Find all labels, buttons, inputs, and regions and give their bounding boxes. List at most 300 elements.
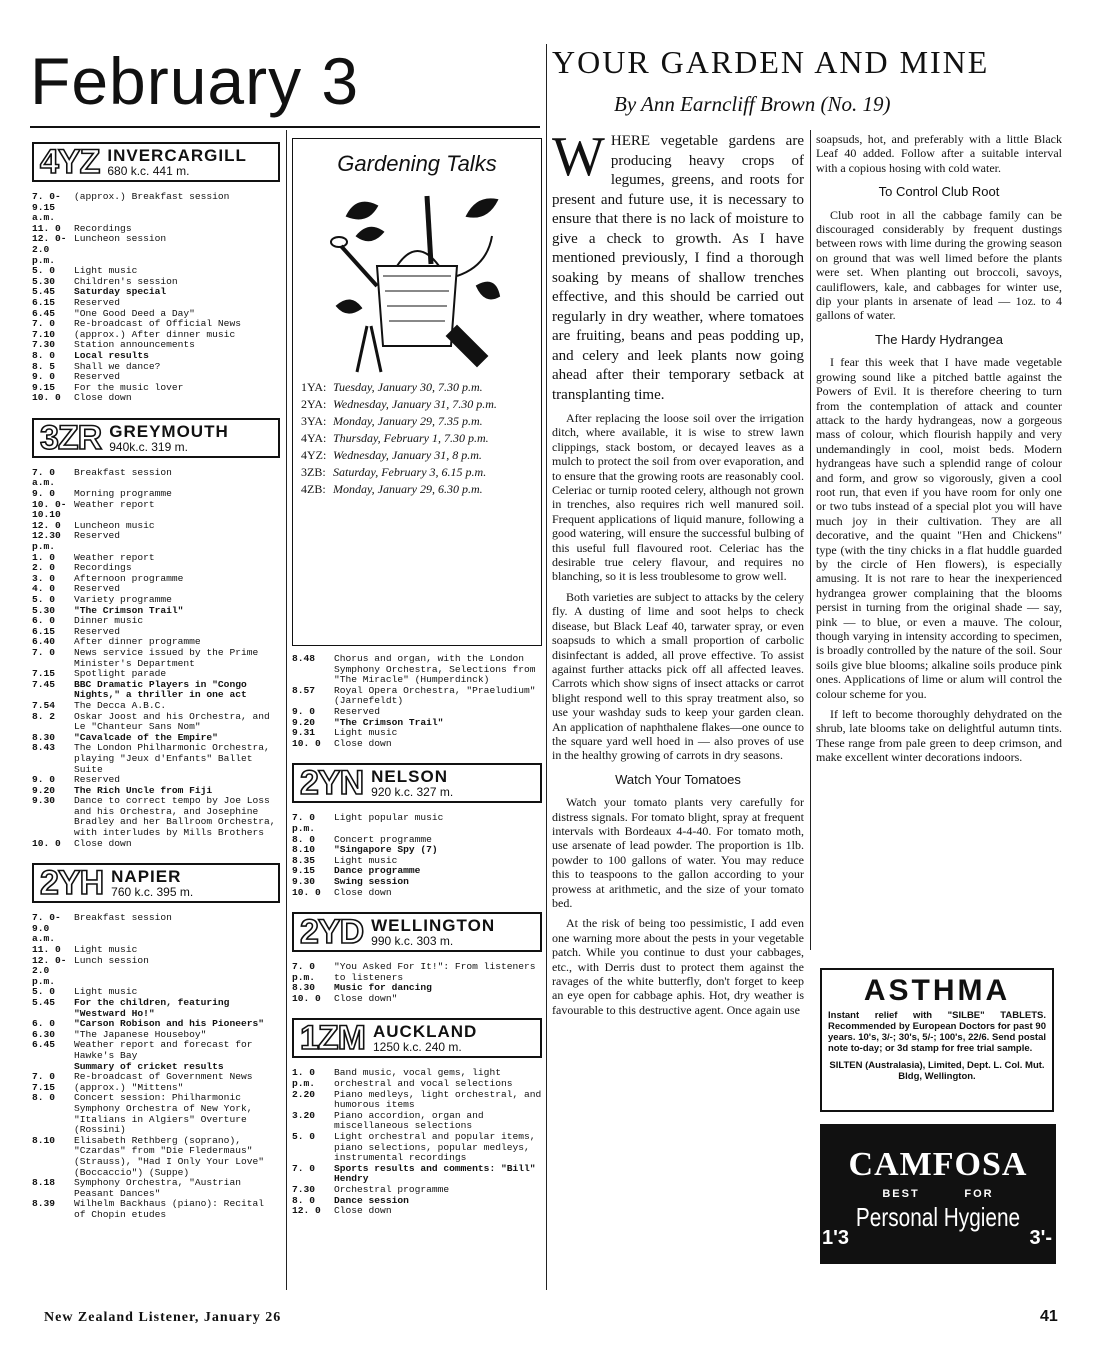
- talk-time: Wednesday, January 31, 7.30 p.m.: [333, 396, 497, 411]
- program-time: 7.30: [292, 1184, 316, 1195]
- program-row: [32, 701, 280, 712]
- program-row: [292, 845, 542, 856]
- station-3zr-header: [32, 418, 280, 458]
- column-divider-2: [546, 44, 547, 1290]
- program-time: 8. 0: [32, 1092, 56, 1104]
- program-title: The Rich Uncle from Fiji: [74, 784, 213, 796]
- program-title: "The Crimson Trail": [334, 716, 444, 728]
- program-title: Close down: [334, 886, 392, 898]
- program-title: Close down: [74, 837, 132, 849]
- page-date-title: February 3: [30, 44, 360, 118]
- station-call-sign: 2YN: [300, 764, 364, 803]
- program-title: Weather report: [74, 551, 155, 563]
- program-time: 8.10: [32, 1134, 56, 1146]
- spacer: [292, 1004, 542, 1018]
- station-city: WELLINGTON: [371, 915, 496, 935]
- program-time: 11. 0: [32, 222, 61, 234]
- program-list-continued: [292, 654, 542, 749]
- program-row: [32, 648, 280, 669]
- program-row: [292, 1185, 542, 1196]
- article-paragraph: soapsuds, hot, and preferably with a little Black Leaf 40 added. Follow after a suitable interval with a copious hosing with cold water.: [816, 132, 1062, 175]
- article-paragraph: Watch your tomato plants very carefully for distress signals. For tomato blight, spray at frequent intervals with Bordeaux 4-4-40. For tomato moth, use arsenate of lead powder. The proportion is 1lb. powder to 100 gallons of water. You may reduce this to teaspoons to the gallon according to your prowess at arithmetic, and the size of your tomato bed.: [552, 795, 804, 910]
- program-title: Weather report: [74, 498, 155, 510]
- program-time: 6.45: [32, 307, 56, 319]
- program-title: Children's session: [74, 275, 178, 287]
- program-row: [32, 616, 280, 627]
- program-row: [32, 1136, 280, 1178]
- program-row: [32, 362, 280, 373]
- program-title: Breakfast session: [74, 912, 172, 924]
- talk-time: Thursday, February 1, 7.30 p.m.: [333, 430, 489, 445]
- article-paragraph-lead: WHERE vegetable gardens are producing heavy crops of legumes, greens, and roots for present and future use, it is necessary to ensure that there is no lack of moisture to give a check to growth. As I have mentioned previously, I find a thorough soaking by means of shallow trenches effective, and this should be carried out regularly in dry weather, where tomatoes are fruiting, beans and peas podding up, and celery and leek plants now going ahead after their temporary setback at transplanting time.: [552, 126, 804, 403]
- article-byline: By Ann Earncliff Brown (No. 19): [614, 92, 891, 116]
- program-row: [32, 192, 280, 224]
- station-call-sign: 2YD: [300, 913, 364, 952]
- program-time: 9.20: [32, 784, 56, 796]
- program-time: 8.48: [292, 653, 316, 664]
- station-call-sign: 3ZR: [40, 418, 102, 457]
- program-row: [32, 1178, 280, 1199]
- asthma-ad-company: SILTEN (Australasia), Limited, Dept. L. Col. Mut. Bldg, Wellington.: [829, 1060, 1045, 1082]
- program-time: 5. 0: [292, 1131, 316, 1143]
- program-time: 4. 0: [32, 583, 56, 595]
- program-time: 12. 0-2.0 p.m.: [32, 233, 67, 266]
- station-city: GREYMOUTH: [109, 421, 229, 441]
- program-title: Reserved: [74, 371, 121, 383]
- program-title: Swing session: [334, 875, 409, 887]
- spacer: [32, 404, 280, 418]
- program-title: Dance to correct tempo by Joe Loss and his Orchestra, and Josephine Bradley and her Ballroom Orchestra, with interludes by Mills Brothers: [74, 795, 276, 839]
- program-list-1zm: [292, 1068, 542, 1216]
- spacer: [292, 898, 542, 912]
- program-time: 9.30: [32, 795, 56, 807]
- program-row: [292, 1068, 542, 1089]
- program-time: 3. 0: [32, 572, 56, 584]
- program-time: 5. 0: [32, 986, 56, 998]
- program-title: Light orchestral and popular items, piano selections, popular medleys, instrumental recordings: [334, 1131, 536, 1164]
- program-row: [32, 574, 280, 585]
- watering-can-illustration: [327, 176, 507, 376]
- talk-row: [301, 448, 533, 462]
- program-title: Re-broadcast of Government News: [74, 1071, 253, 1083]
- program-title: For the music lover: [74, 381, 184, 393]
- program-time: 3.20: [292, 1109, 316, 1121]
- program-time: 7. 0: [32, 646, 56, 658]
- program-time: 8. 2: [32, 710, 56, 722]
- program-title: Piano accordion, organ and miscellaneous selections: [334, 1109, 484, 1132]
- program-time: 7. 0-9.15 a.m.: [32, 191, 61, 224]
- program-row: [32, 234, 280, 266]
- program-row: [292, 1164, 542, 1185]
- program-time: 7.30: [32, 339, 56, 351]
- program-title: Recordings: [74, 222, 132, 234]
- program-list-4yz: [32, 192, 280, 404]
- article-paragraph: I fear this week that I have made vegetable growing sound like a pitched battle against the Powers of Evil. It is therefore cheering to turn from the contemplation of attack and counter attack to the hardy hydrangeas, now a gorgeous mass of colour, which flourish happily and very undemandingly in cool, moist beds. Modern hydrangeas have such a splendid range of colour and form, and grow so vigorously, given a cool root run, that even if you have room for only one or two tubs instead of a special plot you will have much joy in their cultivation. They are all decorative, and the quaint "Hen and Chickens" type (with the tiny chicks in a flat huddle guarded by the circle of Hen flowers), is especially amusing. It is not rare to hear the inexperienced hydrangea grower complaining that the blooms persist in turning from the original shade — say, pink — to blue, or even a mauve. The colour, though varying in intensity according to specimen, is broadly controlled by the nature of the soil. Sour soils give blue blooms; alkaline soils produce pink ones. Applications of lime or alum will control the colour scheme for you.: [816, 355, 1062, 701]
- program-row: [32, 500, 280, 521]
- program-time: 7.45: [32, 678, 56, 690]
- program-time: 9.31: [292, 727, 316, 739]
- program-title: Reserved: [74, 583, 121, 595]
- program-time: 10. 0: [32, 837, 61, 849]
- station-2yn-header: [292, 763, 542, 803]
- program-title: Elisabeth Rethberg (soprano), "Czardas" from "Die Fledermaus" (Strauss), "Had I Only Your Love" (Boccaccio") (Suppe): [74, 1134, 264, 1178]
- program-row: [32, 1093, 280, 1135]
- program-time: 5.45: [32, 997, 56, 1008]
- program-row: [292, 877, 542, 888]
- program-row: [32, 712, 280, 733]
- program-title: Wilhelm Backhaus (piano): Recital of Chopin etudes: [74, 1198, 264, 1220]
- program-time: 10. 0-10.10: [32, 498, 67, 521]
- program-title: Light music: [74, 944, 138, 956]
- program-row: [32, 287, 280, 298]
- program-time: 7. 0: [292, 1162, 316, 1174]
- article-column-a: [552, 126, 804, 1019]
- asthma-ad-text: Instant relief with "SILBE" TABLETS. Recommended by European Doctors for past 90 years. 10's, 3/-; 30's, 5/-; 100's, 22/6. Send postal note to-day; or 3d stamp for free trial sample.: [828, 1010, 1046, 1054]
- article-paragraph: If left to become thoroughly dehydrated on the shrub, late blooms take on delightful autumn tints. These range from pale green to deep crimson, and make excellent winter decorations indoors.: [816, 707, 1062, 765]
- article-title: YOUR GARDEN AND MINE: [552, 44, 990, 80]
- program-row: [292, 994, 542, 1005]
- talk-station: 4ZB:: [301, 481, 326, 496]
- program-title: Local results: [74, 349, 149, 361]
- program-title: The London Philharmonic Orchestra, playing "Jeux d'Enfants" Ballet Suite: [74, 742, 270, 775]
- program-row: [32, 956, 280, 988]
- program-time: 6.45: [32, 1039, 56, 1051]
- program-time: 6.40: [32, 636, 56, 648]
- program-row: [292, 707, 542, 718]
- talk-station: 3YA:: [301, 413, 327, 428]
- header-rule: [30, 126, 540, 128]
- program-title: Light music: [74, 986, 138, 998]
- program-time: 5. 0: [32, 594, 56, 605]
- station-frequency: 940k.c. 319 m.: [109, 439, 188, 454]
- program-time: 5.30: [32, 275, 56, 287]
- program-time: 7. 0: [32, 318, 56, 330]
- program-row: [32, 531, 280, 552]
- program-row: [32, 393, 280, 404]
- program-title: Reserved: [74, 774, 121, 786]
- program-row: [32, 383, 280, 394]
- gardening-talks-title: Gardening Talks: [337, 151, 497, 176]
- program-row: [32, 489, 280, 500]
- program-title: Dinner music: [74, 615, 144, 627]
- program-title: Luncheon music: [74, 519, 155, 531]
- program-title: Concert session: Philharmonic Symphony Orchestra of New York, "Italians in Algiers" Overture (Rossini): [74, 1092, 253, 1136]
- program-title: Dance session: [334, 1194, 409, 1206]
- talk-time: Monday, January 29, 7.35 p.m.: [333, 413, 483, 428]
- program-row: [32, 521, 280, 532]
- program-title: Saturday special: [74, 286, 167, 298]
- program-row: [292, 888, 542, 899]
- program-title: "The Crimson Trail": [74, 604, 184, 616]
- program-title: (approx.) After dinner music: [74, 328, 236, 340]
- program-row: [32, 340, 280, 351]
- program-time: 7.54: [32, 699, 56, 711]
- program-title: Symphony Orchestra, "Austrian Peasant Dances": [74, 1177, 241, 1199]
- talk-row: [301, 380, 533, 394]
- program-title: Station announcements: [74, 339, 195, 351]
- program-row: [32, 680, 280, 701]
- program-title: Concert programme: [334, 833, 432, 845]
- program-title: Breakfast session: [74, 466, 172, 478]
- program-title: (approx.) Breakfast session: [74, 191, 230, 202]
- camfosa-tagline: Personal Hygiene: [855, 1202, 1021, 1232]
- program-title: Oskar Joost and his Orchestra, and Le "Chanteur Sans Nom": [74, 710, 270, 733]
- program-row: [32, 468, 280, 489]
- asthma-advertisement: [820, 968, 1054, 1112]
- program-row: [292, 962, 542, 983]
- station-frequency: 760 k.c. 395 m.: [111, 884, 194, 899]
- talk-time: Monday, January 29, 6.30 p.m.: [333, 481, 483, 496]
- program-row: [32, 743, 280, 775]
- article-paragraph: Club root in all the cabbage family can be discouraged considerably by frequent dustings between rows with lime during the growing season on ground that was well limed before the plants were set. When planting out broccoli, savoys, cauliflowers, kale, and cabbages for winter use, dip your plants in arsenate of lead — 1oz. to 4 gallons of water.: [816, 207, 1062, 323]
- article-paragraph: Both varieties are subject to attacks by the celery fly. A dusting of lime and soot helps to check disease, but Black Leaf 40, tarwater spray, or even soapsuds to which a small proportion of carbolic disinfectant is added, all prove effective. To assist against further attacks pick off all affected leaves. Carrots which show signs of insect attacks or carrot blight respond well to this spray treatment also, so use your washday suds to keep your garden clean. An application of naphthalene flakes—one ounce to the square yard well hoed in — also proves of use in the healthy growing of carrots in dry seasons.: [552, 589, 804, 763]
- program-title: News service issued by the Prime Minister's Department: [74, 646, 259, 669]
- program-time: 8.57: [292, 684, 316, 696]
- program-title: Chorus and organ, with the London Symphony Orchestra, Selections from "The Miracle" (Humperdinck): [334, 653, 536, 686]
- talk-row: [301, 414, 533, 428]
- program-title: Luncheon session: [74, 233, 167, 245]
- program-title: "You Asked For It!": From listeners to listeners: [334, 961, 536, 983]
- station-city: INVERCARGILL: [107, 145, 247, 165]
- section-heading-hydrangea: The Hardy Hydrangea: [875, 331, 1003, 347]
- program-title: Close down: [334, 737, 392, 749]
- program-title: (approx.) "Mittens": [74, 1081, 184, 1093]
- program-row: [292, 1132, 542, 1164]
- camfosa-price-right: 3'-: [1029, 1227, 1052, 1249]
- program-column-2: [292, 138, 542, 1217]
- program-title: Light music: [334, 727, 398, 739]
- program-time: 9.15: [32, 381, 56, 393]
- program-row: [292, 739, 542, 750]
- station-frequency: 920 k.c. 327 m.: [371, 784, 454, 799]
- program-time: 10. 0: [32, 392, 61, 404]
- program-title: "Carson Robison and his Pioneers": [74, 1018, 264, 1030]
- program-row: [32, 998, 280, 1019]
- program-row: [32, 796, 280, 838]
- station-frequency: 990 k.c. 303 m.: [371, 933, 454, 948]
- program-title: Spotlight parade: [74, 668, 167, 680]
- program-row: [32, 351, 280, 362]
- program-time: 6.30: [32, 1028, 56, 1040]
- program-title: Orchestral programme: [334, 1184, 450, 1195]
- program-title: Close down: [334, 1205, 392, 1217]
- program-time: 6. 0: [32, 615, 56, 627]
- program-row: [32, 1199, 280, 1220]
- program-title: Close down: [74, 392, 132, 404]
- program-title: "Cavalcade of the Empire": [74, 731, 218, 743]
- program-title: Morning programme: [74, 488, 172, 500]
- program-time: 8.43: [32, 742, 56, 754]
- talk-time: Wednesday, January 31, 8 p.m.: [333, 447, 482, 462]
- program-time: 8.30: [32, 731, 56, 743]
- program-title: Light music: [334, 854, 398, 866]
- program-time: 10. 0: [292, 737, 321, 749]
- station-call-sign: 4YZ: [40, 143, 100, 181]
- column-divider-3: [810, 130, 811, 950]
- station-call-sign: 1ZM: [300, 1019, 365, 1058]
- program-row: [292, 983, 542, 994]
- station-call-sign: 2YH: [40, 864, 104, 903]
- program-row: [32, 913, 280, 945]
- gardening-talks-box: [292, 138, 542, 646]
- program-time: 7. 0: [32, 1071, 56, 1083]
- program-time: 8. 0: [292, 1194, 316, 1206]
- program-time: 12. 0-2.0 p.m.: [32, 954, 67, 987]
- article-paragraph: After replacing the loose soil over the irrigation ditch, where available, it is wise to strew lawn clippings, stack bostom, or decayed leaves as a mulch to protect the soil from over evaporation, and to ensure that the growing roots are reasonably cool. Celeriac or turnip rooted celery, although not grown in trenches, also requires rich well manured soil. Frequent applications of liquid manure, following a good watering, will ensure the successful bulbing of this useful full flavoured root. Celeriac has the desirable true celery flavour, and requires no blanching, so it is less troublesome to grow well.: [552, 411, 804, 584]
- program-time: 9. 0: [32, 371, 56, 383]
- program-time: 8.18: [32, 1177, 56, 1189]
- program-title: Variety programme: [74, 594, 172, 605]
- program-time: 6.15: [32, 296, 56, 308]
- program-title: Light music: [74, 265, 138, 277]
- program-time: 12. 0: [292, 1205, 321, 1217]
- talk-row: [301, 431, 533, 445]
- spacer: [32, 849, 280, 863]
- program-row: [292, 866, 542, 877]
- program-time: 9.15: [292, 865, 316, 877]
- camfosa-for: FOR: [964, 1188, 994, 1200]
- program-time: 8. 0: [292, 833, 316, 845]
- camfosa-brand: CAMFOSA: [848, 1146, 1028, 1183]
- program-title: Light popular music: [334, 812, 444, 824]
- station-city: NAPIER: [111, 867, 182, 887]
- program-row: [32, 606, 280, 617]
- camfosa-price-left: 1'3: [822, 1227, 850, 1249]
- talk-station: 3ZB:: [301, 464, 326, 479]
- section-heading-club-root: To Control Club Root: [878, 184, 1000, 200]
- program-title: "Singapore Spy (7): [334, 844, 438, 856]
- program-title: The Decca A.B.C.: [74, 699, 167, 711]
- program-list-2yd: [292, 962, 542, 1004]
- program-time: 12.30 p.m.: [32, 530, 61, 553]
- program-time: 8. 0: [32, 349, 56, 361]
- program-title: BBC Dramatic Players in "Congo Nights," a thriller in one act: [74, 678, 247, 701]
- program-time: 11. 0: [32, 944, 61, 956]
- camfosa-best-for: [820, 1188, 1056, 1200]
- program-title: Dance programme: [334, 865, 421, 877]
- program-time: 7. 0 p.m.: [292, 961, 316, 983]
- talk-row: [301, 482, 533, 496]
- camfosa-best: BEST: [882, 1188, 920, 1200]
- program-title: Royal Opera Orchestra, "Praeludium" (Jarnefeldt): [334, 684, 536, 707]
- program-row: [292, 1206, 542, 1217]
- program-time: 7.10: [32, 328, 56, 340]
- program-time: 8.30: [292, 982, 316, 994]
- program-row: [292, 1196, 542, 1207]
- program-title: Reserved: [74, 625, 121, 637]
- station-1zm-header: [292, 1018, 542, 1058]
- asthma-ad-title: ASTHMA: [863, 974, 1011, 1007]
- program-title: Afternoon programme: [74, 572, 184, 584]
- program-time: 10. 0: [292, 886, 321, 898]
- station-2yd-header: [292, 912, 542, 952]
- program-time: 7.15: [32, 668, 56, 680]
- talk-row: [301, 465, 533, 479]
- program-time: 8.35: [292, 854, 316, 866]
- gardening-talks-schedule: [301, 380, 533, 496]
- program-time: 9.30: [292, 875, 316, 887]
- program-title: Weather report and forecast for Hawke's Bay: [74, 1039, 253, 1061]
- column-divider-1: [286, 130, 287, 1290]
- program-time: 5. 0: [32, 265, 56, 277]
- program-time: 1. 0: [32, 551, 56, 563]
- program-row: [292, 1090, 542, 1111]
- program-column-1: [32, 142, 280, 1220]
- program-time: 12. 0: [32, 519, 61, 531]
- article-paragraph: At the risk of being too pessimistic, I add even one warning more about the pests in your vegetable patch. While you continue to dust your cabbages, etc., with Derris dust to protect them against the ravages of the white butterfly, don't forget to keep an eye open for cabbage aphis. Hot, dry weather is favourable to this destructive agent. Once again use: [552, 916, 804, 1017]
- program-title: After dinner programme: [74, 636, 201, 648]
- talk-time: Tuesday, January 30, 7.30 p.m.: [333, 379, 483, 394]
- program-title: Close down": [334, 992, 398, 1004]
- section-heading-tomatoes: Watch Your Tomatoes: [615, 771, 741, 787]
- talk-station: 4YZ:: [301, 447, 327, 462]
- program-time: 7.15: [32, 1081, 56, 1093]
- station-frequency: 1250 k.c. 240 m.: [373, 1040, 462, 1055]
- program-row: [292, 813, 542, 834]
- program-time: 6. 0: [32, 1018, 56, 1030]
- page-number: 41: [1040, 1308, 1058, 1325]
- program-title: Sports results and comments: "Bill" Hendry: [334, 1162, 536, 1185]
- program-title: Reserved: [74, 530, 121, 542]
- program-row: [292, 686, 542, 707]
- talk-station: 4YA:: [301, 430, 327, 445]
- program-title: Recordings: [74, 562, 132, 574]
- station-city: AUCKLAND: [373, 1022, 478, 1042]
- program-time: 7. 0-9.0 a.m.: [32, 912, 61, 945]
- talk-station: 1YA:: [301, 379, 327, 394]
- program-title: Re-broadcast of Official News: [74, 318, 241, 330]
- program-time: 9. 0: [32, 774, 56, 786]
- program-time: 1. 0 p.m.: [292, 1067, 316, 1090]
- program-title: Music for dancing: [334, 982, 432, 994]
- program-time: 6.15: [32, 625, 56, 637]
- station-city: NELSON: [371, 767, 448, 787]
- program-time: 2. 0: [32, 562, 56, 574]
- program-list-3zr: [32, 468, 280, 849]
- program-time: 8.10: [292, 844, 316, 856]
- program-time: 9. 0: [32, 488, 56, 500]
- article-column-b: [816, 132, 1062, 767]
- program-title: Summary of cricket results: [74, 1060, 224, 1072]
- footer-publication: New Zealand Listener, January 26: [44, 1310, 282, 1325]
- spacer: [292, 749, 542, 763]
- station-4yz-header: [32, 142, 280, 182]
- program-title: Lunch session: [74, 954, 149, 966]
- program-time: 5.45: [32, 286, 56, 298]
- station-frequency: 680 k.c. 441 m.: [107, 163, 190, 178]
- program-title: "One Good Deed a Day": [74, 307, 195, 319]
- program-row: [32, 945, 280, 956]
- program-time: 8. 5: [32, 360, 56, 372]
- program-row: [292, 718, 542, 729]
- program-row: [32, 595, 280, 606]
- program-time: 7. 0 a.m.: [32, 466, 56, 489]
- program-row: [32, 298, 280, 309]
- program-title: Reserved: [334, 705, 381, 717]
- program-row: [32, 1040, 280, 1061]
- program-row: [32, 839, 280, 850]
- talk-row: [301, 397, 533, 411]
- program-row: [32, 553, 280, 564]
- station-2yh-header: [32, 863, 280, 903]
- program-row: [292, 728, 542, 739]
- program-time: 8.39: [32, 1198, 56, 1210]
- program-row: [292, 1111, 542, 1132]
- program-time: 5.30: [32, 604, 56, 616]
- program-title: "The Japanese Houseboy": [74, 1028, 207, 1040]
- program-title: For the children, featuring "Westward Ho!": [74, 997, 230, 1019]
- program-time: 2.20: [292, 1088, 316, 1100]
